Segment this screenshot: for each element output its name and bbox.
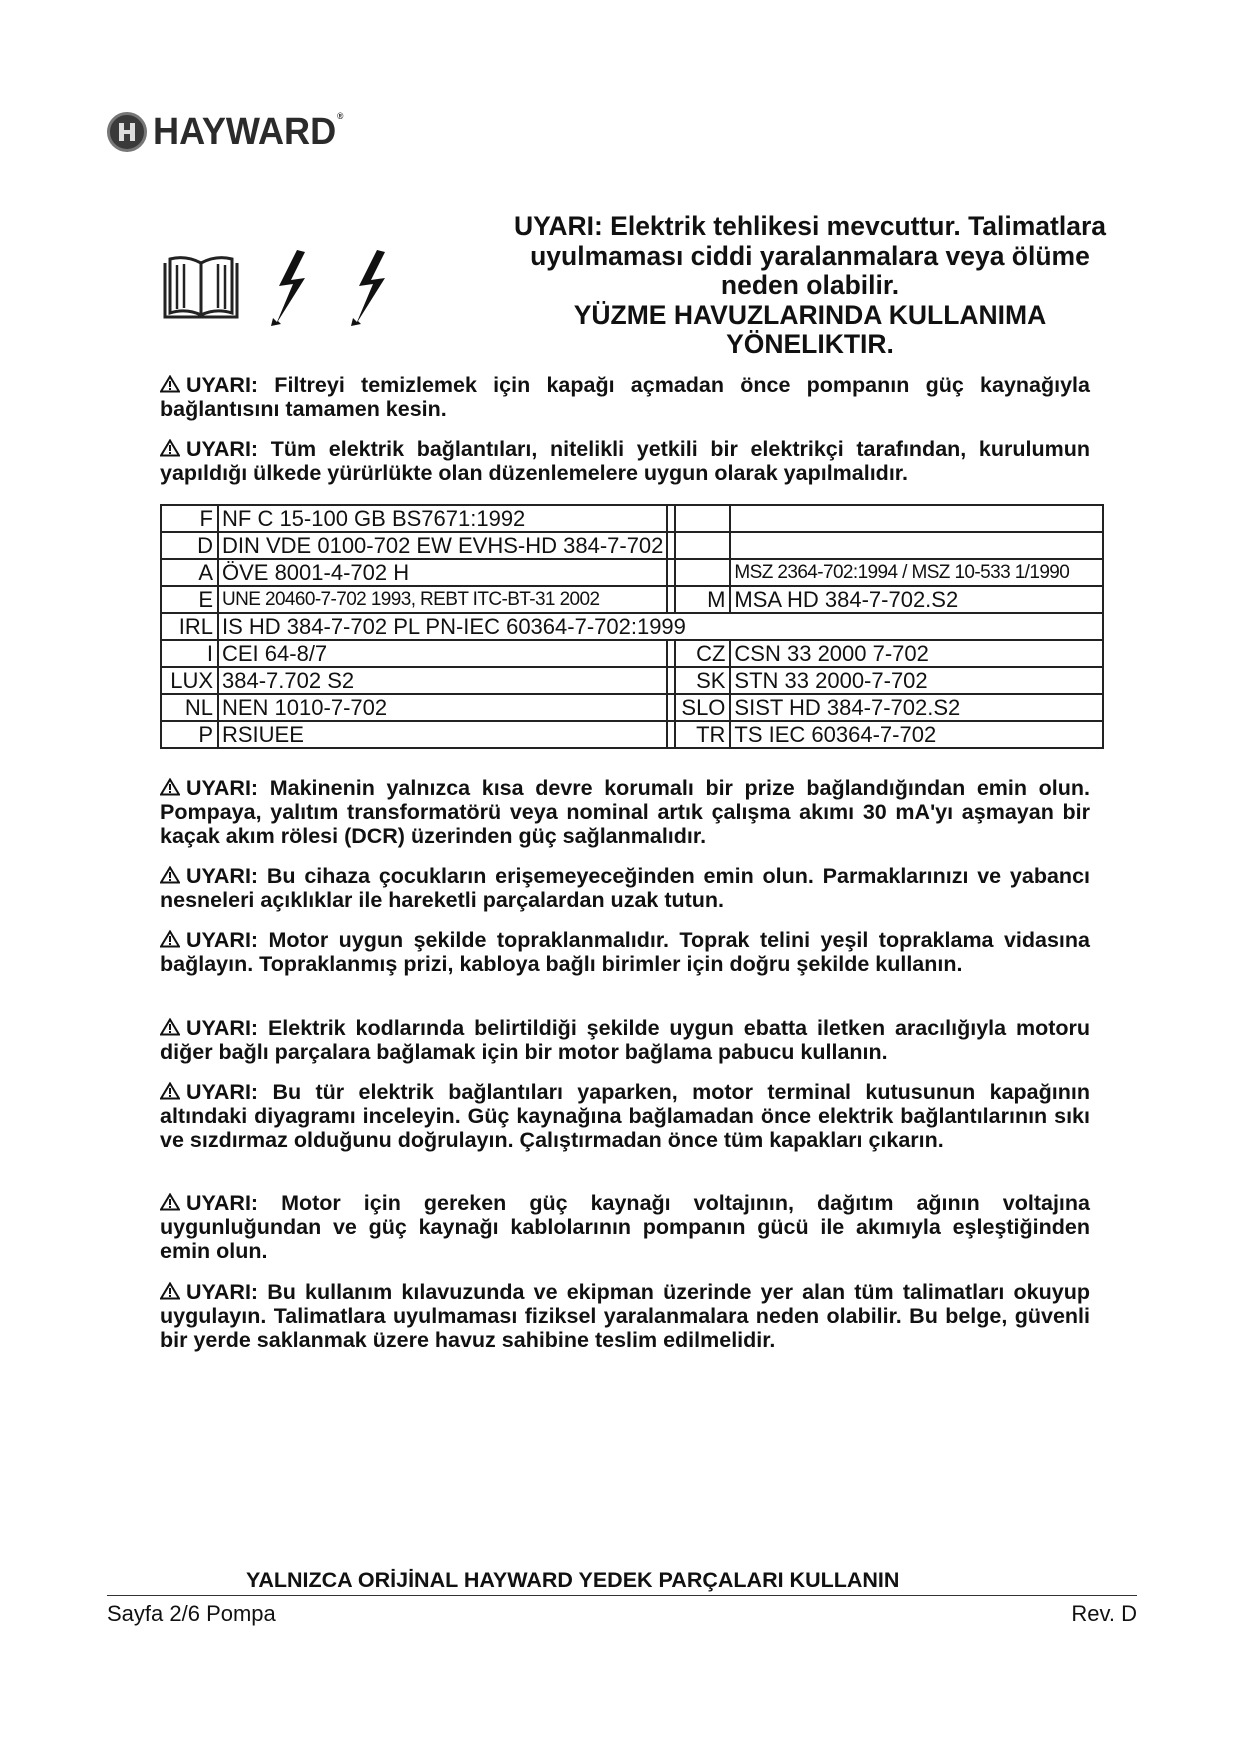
standard-value: IS HD 384-7-702 PL PN-IEC 60364-7-702:1999 [218,613,1103,640]
warning-triangle-icon [160,1193,180,1211]
country-code: D [161,532,218,559]
table-row [161,505,1103,532]
warning-triangle-icon [160,930,180,948]
standard-value: MSA HD 384-7-702.S2 [730,586,1103,613]
warning-paragraph: UYARI: Bu tür elektrik bağlantıları yaparken, motor terminal kutusunun kapağının altındaki diyagramı inceleyin. Güç kaynağına bağlamadan önce elektrik bağlantılarının sıkı ve sızdırmaz olduğunu doğrulayın. Çalıştırmadan önce tüm kapakları çıkarın. [160,1080,1090,1152]
standard-value: TS IEC 60364-7-702 [730,721,1103,748]
standards-table [160,504,1104,749]
standard-value: 384-7.702 S2 [218,667,667,694]
revision: Rev. D [1071,1601,1137,1626]
country-code: E [161,586,218,613]
country-code: M [675,586,730,613]
country-code: F [161,505,218,532]
standard-value: SIST HD 384-7-702.S2 [730,694,1103,721]
standard-value: MSZ 2364-702:1994 / MSZ 10-533 1/1990 [730,559,1103,586]
warning-triangle-icon [160,1082,180,1100]
warning-triangle-icon [160,866,180,884]
country-code: I [161,640,218,667]
warning-paragraph: UYARI: Bu kullanım kılavuzunda ve ekipman üzerinde yer alan tüm talimatları okuyup uygulayın. Talimatlara uyulmaması fiziksel yaralanmalara neden olabilir. Bu belge, güvenli bir yerde saklanmak üzere havuz sahibine teslim edilmelidir. [160,1280,1090,1352]
lightning-bolt-icon [347,248,395,328]
country-code: SK [675,667,730,694]
standard-value: DIN VDE 0100-702 EW EVHS-HD 384-7-702 [218,532,667,559]
warning-paragraph: UYARI: Elektrik kodlarında belirtildiği şekilde uygun ebatta iletken aracılığıyla motoru diğer bağlı parçalara bağlamak için bir motor bağlama pabucu kullanın. [160,1016,1090,1064]
safety-icons [161,248,395,328]
warning-paragraph: UYARI: Filtreyi temizlemek için kapağı açmadan önce pompanın güç kaynağıyla bağlantısını tamamen kesin. [160,373,1090,421]
country-code: A [161,559,218,586]
standard-value [730,505,1103,532]
country-code: P [161,721,218,748]
hayward-logo [107,110,353,154]
country-code: LUX [161,667,218,694]
read-manual-icon [161,253,241,323]
standard-value: STN 33 2000-7-702 [730,667,1103,694]
warning-triangle-icon [160,375,180,393]
table-row [161,721,1103,748]
standard-value: CSN 33 2000 7-702 [730,640,1103,667]
warning-paragraph: UYARI: Tüm elektrik bağlantıları, nitelikli yetkili bir elektrikçi tarafından, kurulumun yapıldığı ülkede yürürlükte olan düzenlemelere uygun olarak yapılmalıdır. [160,437,1090,485]
footer-divider [107,1595,1137,1596]
standard-value: RSIUEE [218,721,667,748]
standard-value [730,532,1103,559]
table-row [161,640,1103,667]
standard-value: CEI 64-8/7 [218,640,667,667]
standard-value: ÖVE 8001-4-702 H [218,559,667,586]
table-row [161,613,1103,640]
warning-paragraph: UYARI: Bu cihaza çocukların erişemeyeceğinden emin olun. Parmaklarınızı ve yabancı nesneleri açıklıklar ile hareketli parçalardan uzak tutun. [160,864,1090,912]
standard-value: UNE 20460-7-702 1993, REBT ITC-BT-31 2002 [218,586,667,613]
country-code: SLO [675,694,730,721]
lightning-bolt-icon [267,248,315,328]
brand-name: HAYWARD® [153,110,344,153]
warning-paragraph: UYARI: Makinenin yalnızca kısa devre korumalı bir prize bağlandığından emin olun. Pompaya, yalıtım transformatörü veya nominal artık çalışma akımı 30 mA'yı aşmayan bir kaçak akım rölesi (DCR) üzerinden güç sağlanmalıdır. [160,776,1090,848]
table-row [161,694,1103,721]
country-code [675,505,730,532]
warning-triangle-icon [160,1018,180,1036]
warning-triangle-icon [160,439,180,457]
country-code: TR [675,721,730,748]
country-code [675,532,730,559]
country-code [675,559,730,586]
table-row [161,586,1103,613]
page-number: Sayfa 2/6 Pompa [107,1601,276,1626]
country-code: CZ [675,640,730,667]
standard-value: NF C 15-100 GB BS7671:1992 [218,505,667,532]
standard-value: NEN 1010-7-702 [218,694,667,721]
footer-title: YALNIZCA ORİJİNAL HAYWARD YEDEK PARÇALARI KULLANIN [246,1568,900,1592]
table-row [161,667,1103,694]
hayward-logo-icon [107,112,147,152]
warning-triangle-icon [160,1282,180,1300]
danger-headline: UYARI: Elektrik tehlikesi mevcuttur. Talimatlara uyulmaması ciddi yaralanmalara veya ölüme neden olabilir. YÜZME HAVUZLARINDA KULLANIMA YÖNELIKTIR. [513,211,1107,359]
table-row [161,532,1103,559]
warning-paragraph: UYARI: Motor uygun şekilde topraklanmalıdır. Toprak telini yeşil topraklama vidasına bağlayın. Topraklanmış prizi, kabloya bağlı birimler için doğru şekilde kullanın. [160,928,1090,976]
warning-triangle-icon [160,778,180,796]
warning-paragraph: UYARI: Motor için gereken güç kaynağı voltajının, dağıtım ağının voltajına uygunluğundan ve güç kaynağı kablolarının pompanın gücü ile akımıyla eşleştiğinden emin olun. [160,1191,1090,1263]
country-code: NL [161,694,218,721]
country-code: IRL [161,613,218,640]
table-row [161,559,1103,586]
